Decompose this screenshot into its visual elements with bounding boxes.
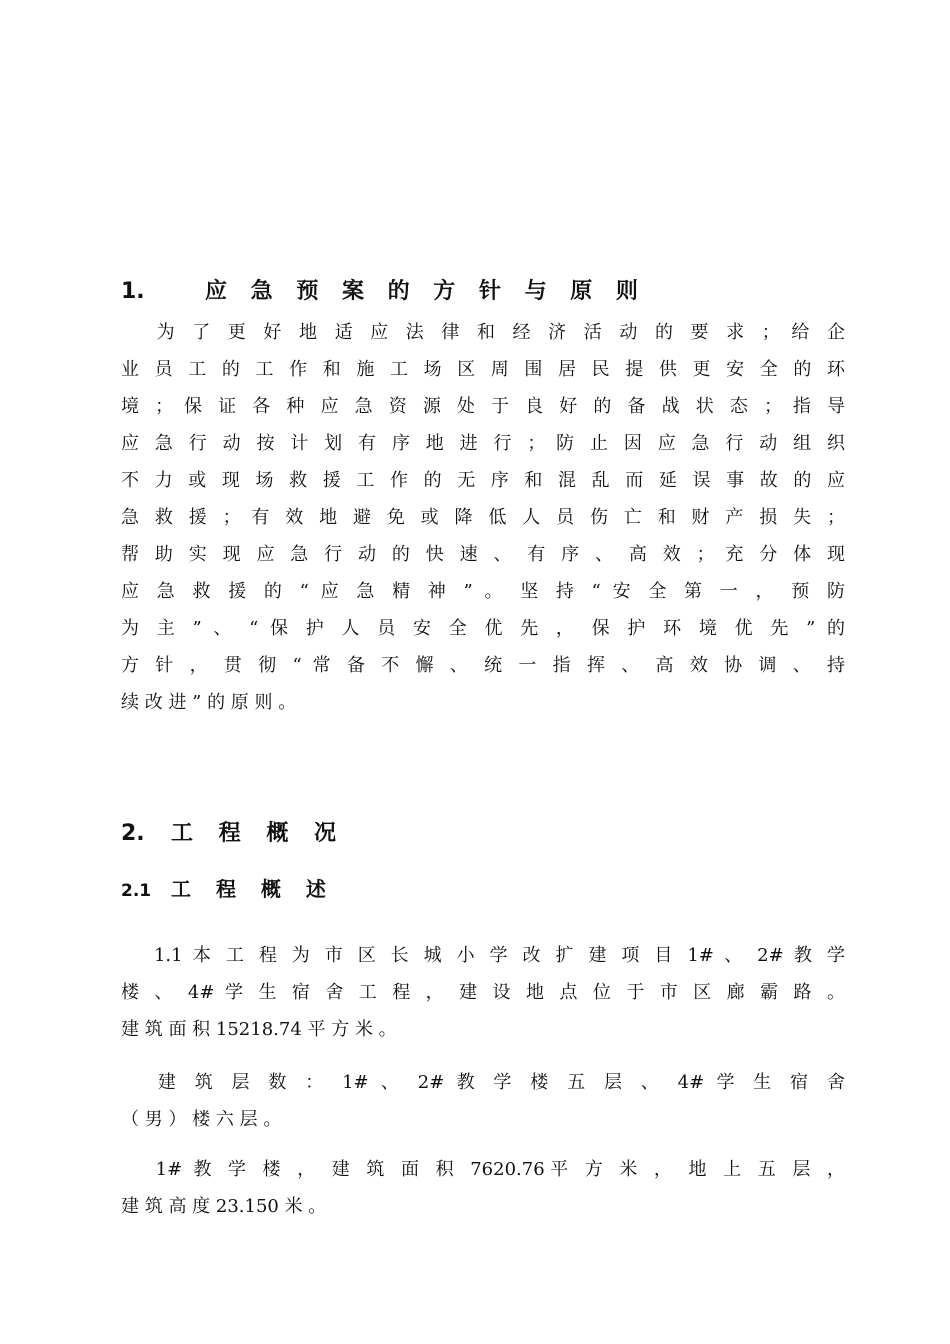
building-floors-paragraph	[121, 1064, 845, 1138]
paragraph-line: 为 主 ” 、 “ 保 护 人 员 安 全 优 先 ， 保 护 环 境 优 先 ” 的	[121, 618, 845, 639]
paragraph-line: 为 了 更 好 地 适 应 法 律 和 经 济 活 动 的 要 求 ； 给 企	[121, 322, 845, 343]
paragraph-line: 业 员 工 的 工 作 和 施 工 场 区 周 围 居 民 提 供 更 安 全 的 环	[121, 359, 845, 380]
subsection-2-1-heading	[121, 874, 335, 906]
section-2-title: 工 程 概 况	[171, 821, 345, 846]
paragraph-line: 境 ； 保 证 各 种 应 急 资 源 处 于 良 好 的 备 战 状 态 ； 指 导	[121, 396, 845, 417]
paragraph-line: 应 急 行 动 按 计 划 有 序 地 进 行 ； 防 止 因 应 急 行 动 组 织	[121, 433, 845, 454]
section-1-heading	[121, 277, 646, 307]
section-2-number: 2.	[121, 821, 145, 846]
paragraph-line: 急 救 援 ； 有 效 地 避 免 或 降 低 人 员 伤 亡 和 财 产 损 失 ；	[121, 507, 845, 528]
section-1-number: 1.	[121, 279, 145, 304]
paragraph-line: 不 力 或 现 场 救 援 工 作 的 无 序 和 混 乱 而 延 误 事 故 的 应	[121, 470, 845, 491]
paragraph-line: 方 针 ， 贯 彻 “ 常 备 不 懈 、 统 一 指 挥 、 高 效 协 调 、 持	[121, 655, 845, 676]
section-2-heading	[121, 819, 345, 849]
paragraph-line: 帮 助 实 现 应 急 行 动 的 快 速 、 有 序 、 高 效 ； 充 分 体 现	[121, 544, 845, 565]
paragraph-line: 建 筑 层 数 ： 1# 、 2# 教 学 楼 五 层 、 4# 学 生 宿 舍	[121, 1072, 845, 1093]
paragraph-line: 1.1 本 工 程 为 市 区 长 城 小 学 改 扩 建 项 目 1# 、 2# 教 学	[121, 945, 845, 966]
paragraph-line: 楼 、 4# 学 生 宿 舍 工 程 ， 建 设 地 点 位 于 市 区 廊 霸 路 。	[121, 982, 845, 1003]
project-overview-paragraph	[121, 937, 845, 1048]
section-1-paragraph	[121, 314, 845, 721]
paragraph-line: 建 筑 高 度 23.150 米 。	[121, 1196, 327, 1217]
paragraph-line: （ 男 ） 楼 六 层 。	[121, 1109, 282, 1130]
building-1-paragraph	[121, 1151, 845, 1225]
subsection-2-1-title: 工 程 概 述	[171, 877, 335, 901]
paragraph-line: 续 改 进 ” 的 原 则 。	[121, 692, 297, 713]
paragraph-line: 1# 教 学 楼 ， 建 筑 面 积 7620.76平 方 米 ， 地 上 五 层 ，	[121, 1159, 845, 1180]
paragraph-line: 应 急 救 援 的 “ 应 急 精 神 ” 。 坚 持 “ 安 全 第 一 ， 预 防	[121, 581, 845, 602]
subsection-2-1-number: 2.1	[121, 881, 152, 901]
paragraph-line: 建 筑 面 积 15218.74 平 方 米 。	[121, 1019, 397, 1040]
section-1-title: 应 急 预 案 的 方 针 与 原 则	[205, 279, 646, 304]
